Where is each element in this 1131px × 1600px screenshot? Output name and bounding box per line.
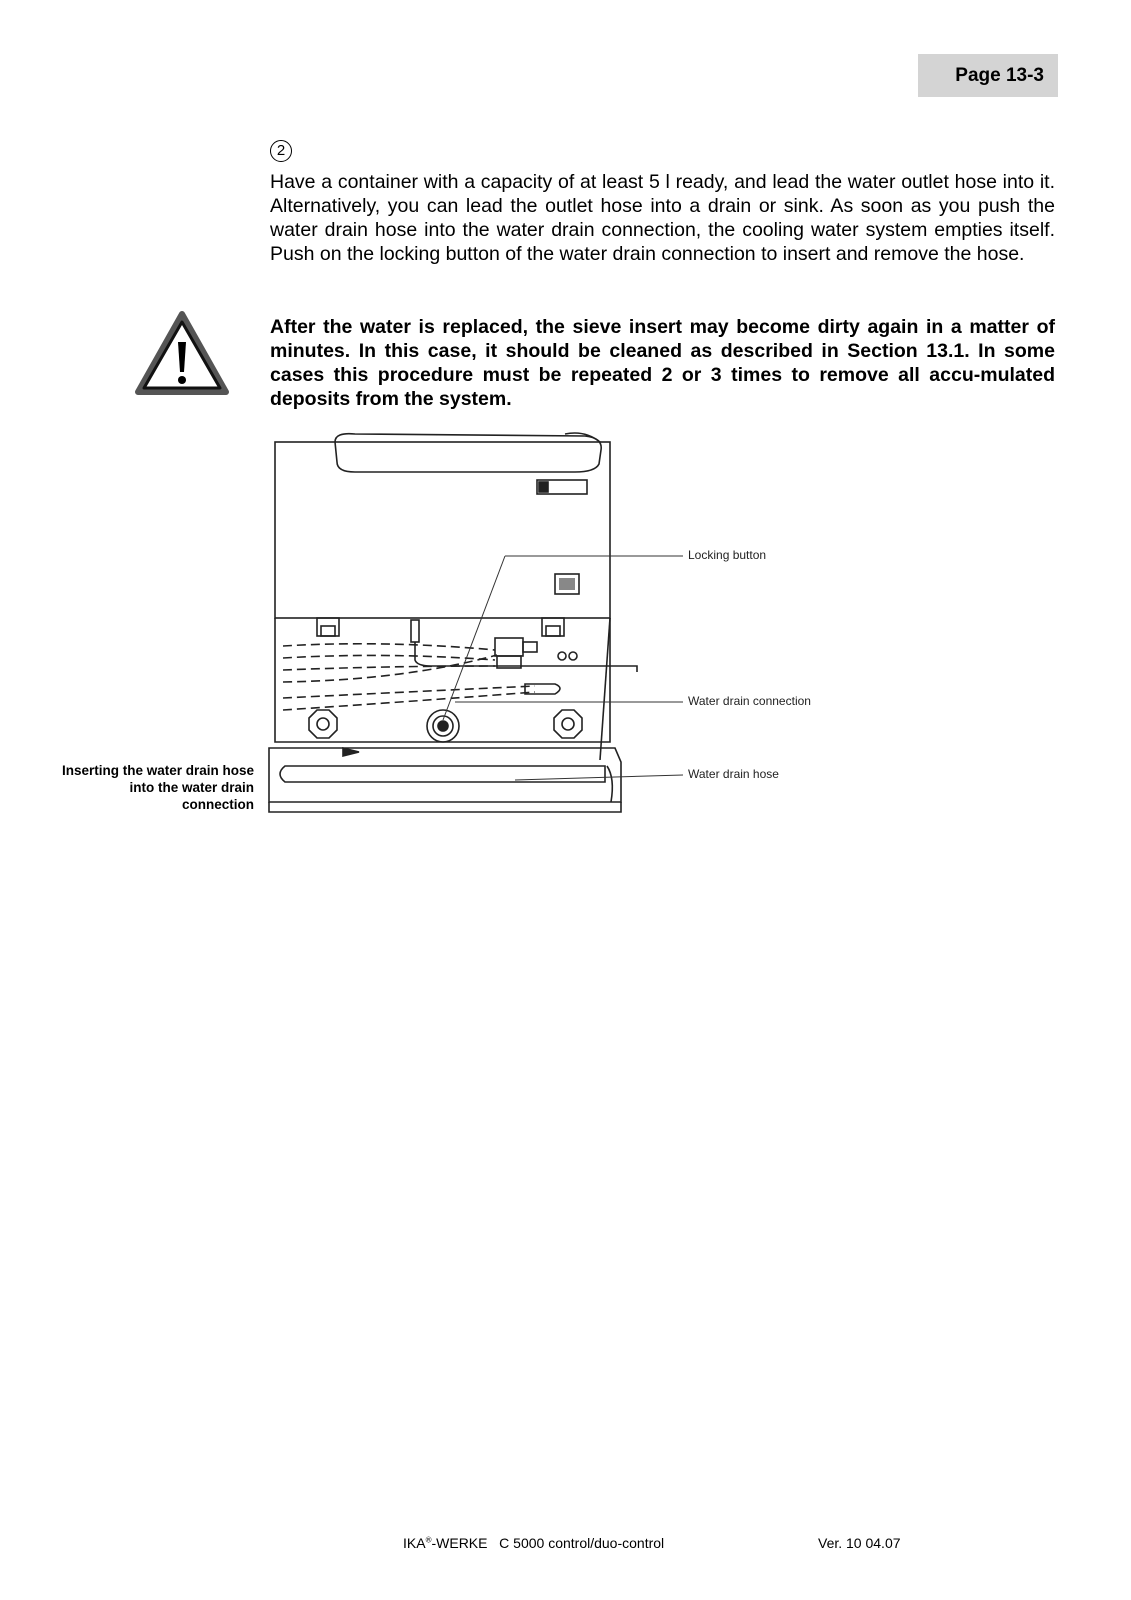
- figure-caption: Inserting the water drain hose into the water drain connection: [61, 763, 254, 812]
- footer-version: Ver. 10 04.07: [818, 1535, 901, 1551]
- warning-note-text: After the water is replaced, the sieve insert may become dirty again in a matter of minutes. In this case, it should be cleaned as described in Section 13.1. In some cases this procedure must be repeated 2 or 3 times to remove all accu-mulated deposits from the system.: [270, 316, 1055, 410]
- page-number-badge: [918, 54, 1058, 97]
- footer-brand: IKA: [403, 1535, 426, 1551]
- registered-mark: ®: [425, 1535, 432, 1545]
- step-instruction-text: Have a container with a capacity of at least 5 l ready, and lead the water outlet hose into it. Alternatively, you can lead the outlet hose into a drain or sink. As soon as you push the water drain hose into the water drain connection, the cooling water system empties itself. Push on the locking button of the water drain connection to insert and remove the hose.: [270, 171, 1055, 265]
- drain-connection-figure: [265, 430, 865, 830]
- callout-water-drain-connection: Water drain connection: [688, 694, 811, 708]
- callout-water-drain-hose: Water drain hose: [688, 767, 779, 781]
- footer-brand-suffix: -WERKE: [431, 1535, 488, 1551]
- step-number-marker: 2: [270, 140, 292, 162]
- footer-brand-product: [403, 1535, 664, 1551]
- warning-triangle-icon: [134, 310, 230, 398]
- footer-product: C 5000 control/duo-control: [499, 1535, 665, 1551]
- page-number-label: Page 13-3: [955, 64, 1044, 86]
- page-footer: [0, 1535, 1131, 1555]
- callout-locking-button: Locking button: [688, 548, 767, 562]
